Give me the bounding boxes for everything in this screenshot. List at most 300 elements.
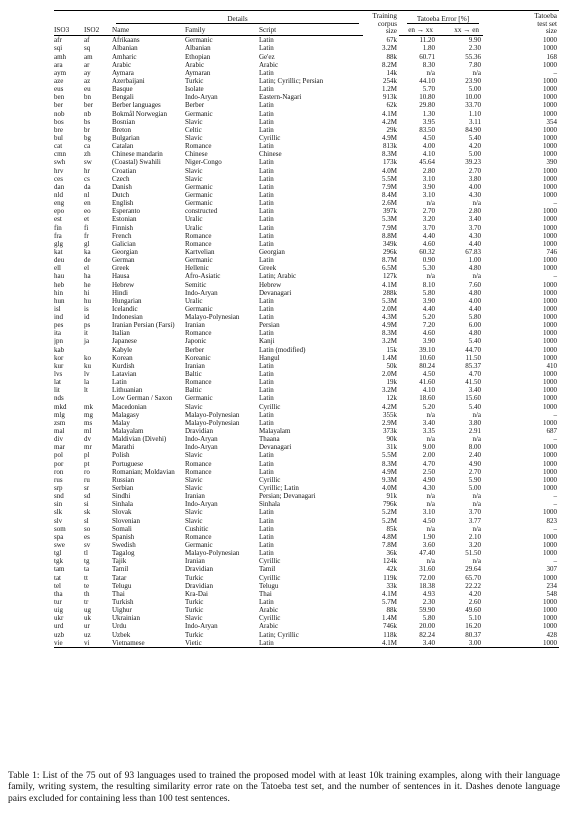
cell-test-size: 1000 <box>543 207 557 216</box>
cell-error-en-xx: 4.70 <box>422 459 435 468</box>
cell-iso3: epo <box>54 207 65 216</box>
cell-training-size: 91k <box>386 492 397 501</box>
cell-iso2: vi <box>81 639 112 648</box>
cell-training-size: 15k <box>386 345 397 354</box>
cell-script: Sinhala <box>259 500 280 509</box>
cell-error-xx-en: 29.64 <box>465 565 481 574</box>
cell-iso2: ta <box>84 565 90 574</box>
cell-name: Uighur <box>112 606 132 615</box>
cell-script: Latin <box>259 418 274 427</box>
table-row <box>54 492 559 500</box>
cell-error-en-xx: 31.60 <box>419 565 435 574</box>
table-row <box>54 150 559 158</box>
cell-family: Turkic <box>185 76 204 85</box>
cell-error-en-xx: 39.10 <box>419 345 435 354</box>
table-row <box>54 337 559 345</box>
table-row <box>54 248 559 256</box>
cell-script: Greek <box>259 264 277 273</box>
cell-iso3: kur <box>54 361 64 370</box>
cell-iso3: bos <box>54 117 64 126</box>
cell-script: Latin <box>259 597 274 606</box>
cell-script: Latin <box>259 378 274 387</box>
cell-iso3: kor <box>54 353 64 362</box>
cell-error-en-xx: 4.40 <box>422 231 435 240</box>
cell-family: Kartvelian <box>185 247 215 256</box>
cell-name: Lithuanian <box>112 386 143 395</box>
cell-name: Hausa <box>112 272 130 281</box>
table-row <box>54 525 559 533</box>
cell-error-xx-en: 4.00 <box>468 296 481 305</box>
cell-name: Sindhi <box>112 492 131 501</box>
cell-iso3: mkd <box>54 402 67 411</box>
cell-test-size: 1000 <box>543 418 557 427</box>
cell-error-xx-en: 5.00 <box>468 150 481 159</box>
cell-training-size: 355k <box>383 410 397 419</box>
cell-script: Hangul <box>259 353 280 362</box>
cell-error-en-xx: 72.00 <box>419 573 435 582</box>
cell-iso3: ind <box>54 313 63 322</box>
table-row <box>54 378 559 386</box>
cell-error-xx-en: 7.60 <box>468 280 481 289</box>
cell-iso3: glg <box>54 239 63 248</box>
training-header-line3: size <box>385 27 397 36</box>
cell-training-size: 2.6M <box>382 199 397 208</box>
cell-iso3: hrv <box>54 166 64 175</box>
cell-name: Swedish <box>112 541 136 549</box>
cell-error-en-xx: 60.71 <box>419 52 435 61</box>
cell-script: Persian <box>259 321 280 330</box>
table-row <box>54 484 559 492</box>
cell-name: Kabyle <box>112 345 133 354</box>
cell-iso2: it <box>84 329 88 338</box>
cell-training-size: 373k <box>383 427 397 436</box>
cell-family: Slavic <box>185 484 203 493</box>
cell-iso3: snd <box>54 492 64 501</box>
cell-family: Indo-Aryan <box>185 443 218 452</box>
cell-test-size: 1000 <box>543 288 557 297</box>
table-row <box>54 403 559 411</box>
cell-error-en-xx: 4.50 <box>422 370 435 379</box>
cell-family: Isolate <box>185 85 204 94</box>
cell-training-size: 5.2M <box>382 516 397 525</box>
cell-error-xx-en: 5.90 <box>468 475 481 484</box>
cell-error-en-xx: n/a <box>426 410 435 419</box>
cell-family: Albanian <box>185 44 211 53</box>
cell-name: Slovenian <box>112 516 140 525</box>
cell-test-size: 1000 <box>543 475 557 484</box>
table-row <box>54 557 559 565</box>
table-row <box>54 272 559 280</box>
cell-iso3: fin <box>54 223 62 232</box>
cell-iso2: nl <box>84 190 90 199</box>
cell-iso3: slv <box>54 516 63 525</box>
table-row <box>54 118 559 126</box>
table-row <box>54 451 559 459</box>
cell-name: Albanian <box>112 44 138 53</box>
cell-error-en-xx: 4.10 <box>422 386 435 395</box>
cell-test-size: 390 <box>546 158 557 167</box>
cell-name: Tamil <box>112 565 129 574</box>
cell-iso3: tel <box>54 581 61 590</box>
cell-training-size: 8.4M <box>382 190 397 199</box>
cell-training-size: 2.9M <box>382 418 397 427</box>
cell-script: Latin <box>259 109 274 118</box>
cell-script: Latin <box>259 190 274 199</box>
cell-name: Esperanto <box>112 207 140 216</box>
cell-iso2: bg <box>84 133 91 142</box>
table-row <box>54 354 559 362</box>
table-row <box>54 142 559 150</box>
table-row <box>54 362 559 370</box>
cell-error-xx-en: 67.83 <box>465 247 481 256</box>
cell-test-size: 1000 <box>543 541 557 549</box>
cell-error-xx-en: 4.30 <box>468 190 481 199</box>
cell-training-size: 88k <box>386 606 397 615</box>
cell-training-size: 8.3M <box>382 329 397 338</box>
cell-iso2: sv <box>84 541 91 549</box>
cell-family: Chinese <box>185 150 208 159</box>
cell-name: Malayalam <box>112 427 144 436</box>
table-row <box>54 191 559 199</box>
cell-training-size: 14k <box>386 68 397 77</box>
cell-iso2: hi <box>84 288 90 297</box>
cell-name: Icelandic <box>112 304 138 313</box>
cell-error-xx-en: 2.91 <box>468 427 481 436</box>
cell-test-size: 1000 <box>543 467 557 476</box>
table-row <box>54 126 559 134</box>
table-row <box>54 110 559 118</box>
cell-training-size: 42k <box>386 565 397 574</box>
cell-family: Romance <box>185 467 212 476</box>
cell-test-size: 1000 <box>543 101 557 110</box>
table-row <box>54 614 559 622</box>
cell-test-size: 1000 <box>543 394 557 403</box>
cell-test-size: 1000 <box>543 459 557 468</box>
cell-script: Thaana <box>259 435 280 444</box>
cell-test-size: 354 <box>546 117 557 126</box>
cell-error-en-xx: n/a <box>426 272 435 281</box>
cell-error-xx-en: n/a <box>472 500 481 509</box>
table-row <box>54 419 559 427</box>
cell-training-size: 5.3M <box>382 296 397 305</box>
cell-script: Latin (modified) <box>259 345 306 354</box>
table-row <box>54 541 559 549</box>
table-row <box>54 61 559 69</box>
cell-name: Berber languages <box>112 101 161 110</box>
cell-family: Uralic <box>185 296 203 305</box>
cell-script: Latin <box>259 296 274 305</box>
cell-iso3: sin <box>54 500 63 509</box>
cell-name: Romanian; Moldavian <box>112 467 175 476</box>
cell-name: Malagasy <box>112 410 140 419</box>
cell-script: Latin <box>259 313 274 322</box>
cell-test-size: 746 <box>546 247 557 256</box>
table-row <box>54 631 559 639</box>
cell-iso3: eng <box>54 199 65 208</box>
cell-test-size: 1000 <box>543 85 557 94</box>
cell-iso3: tha <box>54 589 63 598</box>
cell-error-en-xx: n/a <box>426 557 435 566</box>
cell-error-en-xx: 3.90 <box>422 182 435 191</box>
table-row <box>54 85 559 93</box>
table-row <box>54 281 559 289</box>
cell-training-size: 67k <box>386 36 397 45</box>
cell-iso3: ces <box>54 174 63 183</box>
cell-test-size: 1000 <box>543 93 557 102</box>
cell-error-en-xx: 4.50 <box>422 133 435 142</box>
cell-family: Dravidian <box>185 581 213 590</box>
cell-iso2: fi <box>84 223 89 232</box>
cell-training-size: 4.0M <box>382 166 397 175</box>
cell-error-en-xx: 18.60 <box>419 394 435 403</box>
cell-iso3: cmn <box>54 150 67 159</box>
cell-error-xx-en: n/a <box>472 492 481 501</box>
cell-training-size: 173k <box>383 158 397 167</box>
cell-iso3: urd <box>54 622 64 631</box>
cell-iso2: lv <box>84 370 90 379</box>
cell-error-en-xx: 2.30 <box>422 597 435 606</box>
cell-error-en-xx: 4.93 <box>422 589 435 598</box>
cell-test-size: 823 <box>546 516 557 525</box>
cell-error-xx-en: 4.80 <box>468 264 481 273</box>
cell-iso2: hu <box>84 296 91 305</box>
cell-error-xx-en: 10.00 <box>465 93 481 102</box>
test-size-header-line1: Tatoeba <box>534 12 557 20</box>
cell-error-en-xx: 5.80 <box>422 288 435 297</box>
cell-iso3: hun <box>54 296 65 305</box>
cell-family: Romance <box>185 239 212 248</box>
cell-script: Latin <box>259 524 274 533</box>
cell-name: Italian <box>112 329 130 338</box>
cell-script: Cyrillic <box>259 573 281 582</box>
table-row <box>54 370 559 378</box>
cell-error-xx-en: 2.70 <box>468 467 481 476</box>
cell-family: Berber <box>185 345 205 354</box>
cell-error-xx-en: 3.40 <box>468 386 481 395</box>
cell-iso3: lvs <box>54 370 63 379</box>
cell-test-size: 1000 <box>543 386 557 395</box>
cell-script: Tamil <box>259 565 276 574</box>
cell-name: Urdu <box>112 622 127 631</box>
cell-error-xx-en: 15.60 <box>465 394 481 403</box>
cell-iso2: ku <box>84 361 91 370</box>
cell-test-size: 1000 <box>543 606 557 615</box>
cell-script: Latin <box>259 239 274 248</box>
cell-test-size: 1000 <box>543 296 557 305</box>
cell-error-en-xx: n/a <box>426 435 435 444</box>
cell-test-size: 1000 <box>543 549 557 558</box>
cell-error-en-xx: 8.10 <box>422 280 435 289</box>
cell-iso2: sk <box>84 508 91 517</box>
cell-training-size: 254k <box>383 76 397 85</box>
table-caption: Table 1: List of the 75 out of 93 languages used to trained the proposed model with at least 10k training examples, along with their language family, writing system, the resulting similarity error rate on the Tatoeba test set, and the number of sentences in it. Dashes denote language pairs excluded for containing less than 100 test sentences. <box>8 770 560 804</box>
table-row <box>54 411 559 419</box>
cell-iso2: zh <box>84 150 91 159</box>
cell-error-en-xx: 3.95 <box>422 117 435 126</box>
cell-error-xx-en: 49.60 <box>465 606 481 615</box>
cell-training-size: 4.2M <box>382 117 397 126</box>
cell-training-size: 5.5M <box>382 174 397 183</box>
cell-iso3: ell <box>54 264 61 273</box>
table-row <box>54 313 559 321</box>
cell-name: Hindi <box>112 288 128 297</box>
cell-iso2: lt <box>84 386 88 395</box>
cell-script: Cyrillic <box>259 402 281 411</box>
cell-iso2: ru <box>84 475 90 484</box>
cell-iso2: ka <box>84 247 91 256</box>
cell-iso2: id <box>84 313 90 322</box>
cell-script: Latin <box>259 117 274 126</box>
cell-error-en-xx: 1.80 <box>422 44 435 53</box>
cell-training-size: 31k <box>386 443 397 452</box>
cell-name: Iranian Persian (Farsi) <box>112 321 175 330</box>
cell-family: Slavic <box>185 402 203 411</box>
cell-error-xx-en: 5.40 <box>468 133 481 142</box>
cell-iso2: sd <box>84 492 91 501</box>
cell-family: Turkic <box>185 597 204 606</box>
cell-name: Hungarian <box>112 296 142 305</box>
table-row <box>54 240 559 248</box>
cell-family: Slavic <box>185 614 203 623</box>
cell-script: Latin <box>259 451 274 460</box>
cell-test-size: 1000 <box>543 142 557 151</box>
cell-training-size: 3.2M <box>382 44 397 53</box>
cell-error-en-xx: 45.64 <box>419 158 435 167</box>
cell-iso3: ara <box>54 60 63 69</box>
test-size-header <box>483 11 559 36</box>
cell-training-size: 12k <box>386 394 397 403</box>
cell-iso2: sq <box>84 44 91 53</box>
cell-script: Latin <box>259 231 274 240</box>
cell-error-en-xx: 9.00 <box>422 443 435 452</box>
cell-iso2: nb <box>84 109 91 118</box>
cell-script: Latin <box>259 370 274 379</box>
cell-iso3: uzb <box>54 630 65 639</box>
cell-script: Kanji <box>259 337 275 346</box>
cell-test-size: 1000 <box>543 76 557 85</box>
cell-name: Low German / Saxon <box>112 394 173 403</box>
cell-name: French <box>112 231 132 240</box>
cell-error-xx-en: 4.20 <box>468 589 481 598</box>
cell-script: Latin <box>259 68 274 77</box>
cell-script: Latin <box>259 101 274 110</box>
cell-error-xx-en: 2.40 <box>468 451 481 460</box>
cell-iso3: tur <box>54 597 62 606</box>
cell-family: Slavic <box>185 133 203 142</box>
cell-error-en-xx: 82.24 <box>419 630 435 639</box>
table-row <box>54 329 559 337</box>
cell-error-en-xx: 2.70 <box>422 207 435 216</box>
cell-error-en-xx: 8.30 <box>422 60 435 69</box>
cell-script: Latin <box>259 304 274 313</box>
cell-error-xx-en: 3.40 <box>468 215 481 224</box>
languages-table <box>54 10 559 648</box>
xx-en-header: xx → en <box>437 24 483 35</box>
cell-test-size: – <box>553 410 557 419</box>
cell-family: Slavic <box>185 451 203 460</box>
cell-iso3: slk <box>54 508 63 517</box>
cell-family: Indo-Aryan <box>185 500 218 509</box>
cell-script: Latin <box>259 215 274 224</box>
table-row <box>54 574 559 582</box>
cell-script: Latin <box>259 508 274 517</box>
cell-error-xx-en: 3.77 <box>468 516 481 525</box>
cell-test-size: – <box>553 272 557 281</box>
cell-iso2: tr <box>84 597 89 606</box>
cell-test-size: 1000 <box>543 36 557 45</box>
cell-test-size: 1000 <box>543 370 557 379</box>
cell-iso3: lit <box>54 386 60 395</box>
cell-iso2: en <box>84 199 91 208</box>
cell-family: Indo-Aryan <box>185 288 218 297</box>
cell-test-size: 1000 <box>543 484 557 493</box>
cell-error-en-xx: 4.40 <box>422 304 435 313</box>
cell-family: Uralic <box>185 223 203 232</box>
cell-error-en-xx: 3.90 <box>422 296 435 305</box>
cell-family: Turkic <box>185 606 204 615</box>
cell-iso3: spa <box>54 532 64 541</box>
cell-iso3: sqi <box>54 44 63 53</box>
cell-script: Latin; Arabic <box>259 272 297 281</box>
cell-error-xx-en: n/a <box>472 272 481 281</box>
cell-training-size: 7.9M <box>382 223 397 232</box>
cell-error-en-xx: 59.90 <box>419 606 435 615</box>
cell-family: Malayo-Polynesian <box>185 313 240 322</box>
cell-error-en-xx: n/a <box>426 500 435 509</box>
cell-training-size: 1.4M <box>382 614 397 623</box>
cell-family: Malayo-Polynesian <box>185 418 240 427</box>
cell-test-size: – <box>553 68 557 77</box>
cell-iso2: bs <box>84 117 91 126</box>
table-row <box>54 321 559 329</box>
cell-iso2: hr <box>84 166 90 175</box>
cell-error-en-xx: 5.20 <box>422 402 435 411</box>
cell-error-xx-en: n/a <box>472 557 481 566</box>
cell-training-size: 90k <box>386 435 397 444</box>
cell-family: constructed <box>185 207 218 216</box>
cell-family: Slavic <box>185 117 203 126</box>
cell-script: Latin <box>259 394 274 403</box>
cell-script: Latin <box>259 36 274 45</box>
cell-family: Romance <box>185 532 212 541</box>
table-row <box>54 175 559 183</box>
table-row <box>54 264 559 272</box>
cell-error-en-xx: 3.40 <box>399 639 437 648</box>
cell-test-size: 1000 <box>543 443 557 452</box>
cell-iso3: ben <box>54 93 65 102</box>
cell-iso3: mar <box>54 443 65 452</box>
cell-script: Georgian <box>259 247 285 256</box>
cell-iso3: nob <box>54 109 65 118</box>
cell-error-xx-en: 3.20 <box>468 541 481 549</box>
cell-iso2: ja <box>84 337 90 346</box>
cell-training-size: 4.8M <box>382 532 397 541</box>
cell-error-xx-en: 8.00 <box>468 443 481 452</box>
table-row <box>54 158 559 166</box>
cell-training-size: 4.9M <box>382 467 397 476</box>
cell-iso3: swh <box>54 158 66 167</box>
cell-iso3: nds <box>54 394 64 403</box>
cell-name: Finnish <box>112 223 134 232</box>
cell-error-en-xx: 5.20 <box>422 313 435 322</box>
cell-script: Latin <box>259 410 274 419</box>
cell-test-size: 1000 <box>543 402 557 411</box>
cell-name: English <box>112 199 134 208</box>
cell-error-en-xx: 80.24 <box>419 361 435 370</box>
cell-script: Chinese <box>259 150 282 159</box>
cell-error-xx-en: 5.80 <box>468 313 481 322</box>
cell-iso2: he <box>84 280 91 289</box>
